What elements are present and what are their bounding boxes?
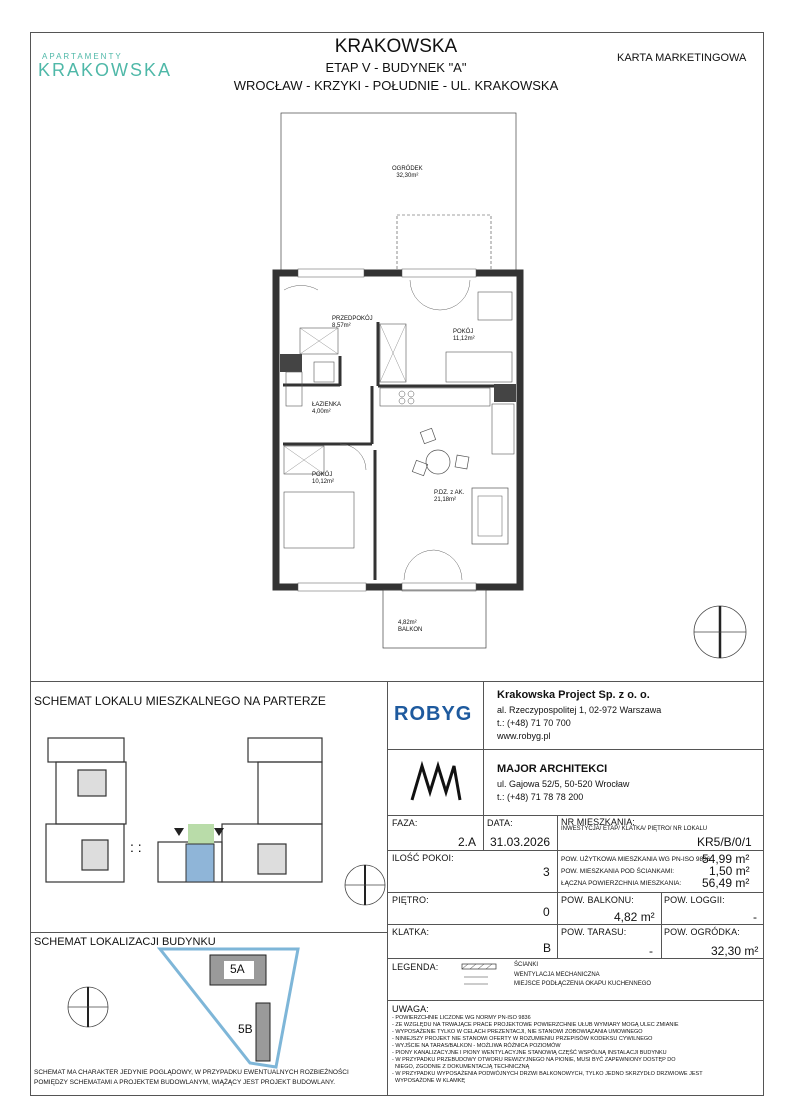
architect-logo xyxy=(410,760,470,810)
label-bath: ŁAZIENKA 4,00m² xyxy=(312,402,342,415)
label-balcony: 4,82m² BALKON xyxy=(398,620,423,633)
area-total-value: 56,49 m² xyxy=(702,876,750,890)
legend-item-ventilation: WENTYLACJA MECHANICZNA xyxy=(514,972,600,978)
brand-logo: KRAKOWSKA xyxy=(38,60,173,80)
notes-title: UWAGA: xyxy=(392,1004,429,1014)
terrace-value: - xyxy=(649,944,653,958)
architect-address: ul. Gajowa 52/5, 50-520 Wrocław xyxy=(497,779,630,789)
note-line: WYPOSAŻONE W KLAMKĘ xyxy=(392,1078,466,1084)
note-line: NIEGO, ZGODNIE Z DOKUMENTACJĄ TECHNICZNĄ xyxy=(392,1064,530,1070)
divider-notes xyxy=(387,1000,764,1001)
divider-data xyxy=(557,815,558,958)
floor-label: PIĘTRO: xyxy=(392,895,429,905)
legend-title: LEGENDA: xyxy=(392,962,439,972)
label-garden: OGRÓDEK 32,30m² xyxy=(392,166,423,179)
legend-symbols xyxy=(462,963,522,993)
ground-floor-title: SCHEMAT LOKALU MIESZKALNEGO NA PARTERZE xyxy=(34,694,326,708)
legend-item-hood: MIEJSCE PODŁĄCZENIA OKAPU KUCHENNEGO xyxy=(514,981,652,987)
divider-building xyxy=(30,932,387,933)
label-entry: PRZEDPOKÓJ 8,57m² xyxy=(332,316,373,329)
area-walls-value: 1,50 m² xyxy=(709,864,750,878)
company-name: Krakowska Project Sp. z o. o. xyxy=(497,689,650,701)
garden-label: POW. OGRÓDKA: xyxy=(664,927,740,937)
divider-floor xyxy=(387,892,764,893)
architect-name: MAJOR ARCHITEKCI xyxy=(497,763,608,775)
rooms-value: 3 xyxy=(543,865,550,879)
loggia-label: POW. LOGGII: xyxy=(664,895,725,905)
building-title: SCHEMAT LOKALIZACJI BUDYNKU xyxy=(34,936,216,948)
divider-faza xyxy=(483,815,484,850)
label-living: P.DZ. z AK. 21,18m² xyxy=(434,490,465,503)
nr-value: KR5/B/0/1 xyxy=(697,835,752,849)
note-line: - POWIERZCHNIE LICZONE WG NORMY PN-ISO 9836 xyxy=(392,1015,531,1021)
note-line: - NINIEJSZY PROJEKT NIE STANOWI OFERTY W ROZUMIENIU PRZEPISÓW KODEKSU CYWILNEGO xyxy=(392,1036,653,1042)
divider-loggia xyxy=(661,892,662,958)
rooms-label: ILOŚĆ POKOI: xyxy=(392,853,454,863)
label-room1: POKÓJ 11,12m² xyxy=(453,329,475,342)
stair-label: KLATKA: xyxy=(392,927,430,937)
stage-building: ETAP V - BUDYNEK "A" xyxy=(325,60,467,75)
divider-rooms xyxy=(387,850,764,851)
label-room2: POKÓJ 10,12m² xyxy=(312,472,335,485)
company-web: www.robyg.pl xyxy=(497,731,551,741)
balcony-label: POW. BALKONU: xyxy=(561,895,634,905)
company-phone: t.: (+48) 71 70 700 xyxy=(497,718,571,728)
nr-label: NR MIESZKANIA: xyxy=(561,817,635,827)
divider-stair xyxy=(387,924,764,925)
robyg-logo: ROBYG xyxy=(394,703,473,725)
area-total-label: ŁĄCZNA POWIERZCHNIA MIESZKANIA: xyxy=(561,880,682,887)
data-label: DATA: xyxy=(487,818,513,828)
note-line: - ZE WZGLĘDU NA TRWAJĄCE PRACE PROJEKTOWE POWIERZCHNIE UŁUB WYMIARY MOGĄ ULEC ZMIANIE xyxy=(392,1022,679,1028)
area-use-label: POW. UŻYTKOWA MIESZKANIA WG PN-ISO 9836: xyxy=(561,856,713,863)
area-use-value: 54,99 m² xyxy=(702,852,750,866)
note-line: - WYPOSAŻENIE TYLKO W CELACH PREZENTACJI, NIE STANOWI ZOBOWIĄZANIA UMOWNEGO xyxy=(392,1029,643,1035)
stair-value: B xyxy=(543,941,552,955)
brand-logo-top: APARTAMENTY xyxy=(42,52,123,61)
location: WROCŁAW - KRZYKI - POŁUDNIE - UL. KRAKOWSKA xyxy=(233,78,559,93)
company-address: al. Rzeczypospolitej 1, 02-972 Warszawa xyxy=(497,705,662,715)
faza-label: FAZA: xyxy=(392,818,418,828)
building-scheme xyxy=(0,945,390,1085)
faza-value: 2.A xyxy=(458,835,477,849)
divider-arch xyxy=(387,815,764,816)
floor-value: 0 xyxy=(543,905,550,919)
loggia-value: - xyxy=(753,910,757,924)
note-line: - W PRZYPADKU PRZEBUDOWY OTWORU REWIZYJNEGO NA PIONIE, MUSI BYĆ ZAPEWNIONY DOSTĘP DO xyxy=(392,1057,676,1063)
divider-main xyxy=(30,681,764,682)
divider-legend xyxy=(387,958,764,959)
disclaimer-line-1: SCHEMAT MA CHARAKTER JEDYNIE POGLĄDOWY, W PRZYPADKU EWENTUALNYCH ROZBIEŻNOŚCI xyxy=(34,1069,349,1076)
ground-floor-scheme xyxy=(0,730,390,930)
data-value: 31.03.2026 xyxy=(490,835,551,849)
note-line: - PIONY KANALIZACYJNE I PIONY WENTYLACYJNE STANOWIĄ CZĘŚĆ WSPÓLNĄ INSTALACJI BUDYNKU xyxy=(392,1050,667,1056)
svg-text:: :: : : xyxy=(130,839,142,855)
divider-robyg xyxy=(387,749,764,750)
card-type: KARTA MARKETINGOWA xyxy=(617,52,747,64)
disclaimer-line-2: POMIĘDZY SCHEMATAMI A PROJEKTEM BUDOWLANYM, WIĄŻĄCY JEST PROJEKT BUDOWLANY. xyxy=(34,1079,336,1086)
divider-logo xyxy=(483,681,484,815)
legend-item-walls: ŚCIANKI xyxy=(514,962,539,968)
page-title: KRAKOWSKA xyxy=(334,36,458,57)
architect-phone: t.: (+48) 71 78 78 200 xyxy=(497,792,584,802)
note-line: - W PRZYPADKU WYPOSAŻENIA PODWÓJNYCH DRZWI BALKONOWYCH, TYLKO JEDNO SKRZYDŁO DRZWIOWE JEST xyxy=(392,1071,703,1077)
area-walls-label: POW. MIESZKANIA POD ŚCIANKAMI: xyxy=(561,868,675,875)
building-5b: 5B xyxy=(238,1022,253,1036)
balcony-value: 4,82 m² xyxy=(614,910,655,924)
note-line: - WYJŚCIE NA TARAS/BALKON - MOŻLIWA RÓŻNICA POZIOMÓW xyxy=(392,1043,561,1049)
terrace-label: POW. TARASU: xyxy=(561,927,627,937)
building-5a: 5A xyxy=(230,962,245,976)
garden-value: 32,30 m² xyxy=(711,944,759,958)
nr-sub: INWESTYCJA/ ETAP/ KLATKA/ PIĘTRO/ NR LOKALU xyxy=(561,826,708,832)
